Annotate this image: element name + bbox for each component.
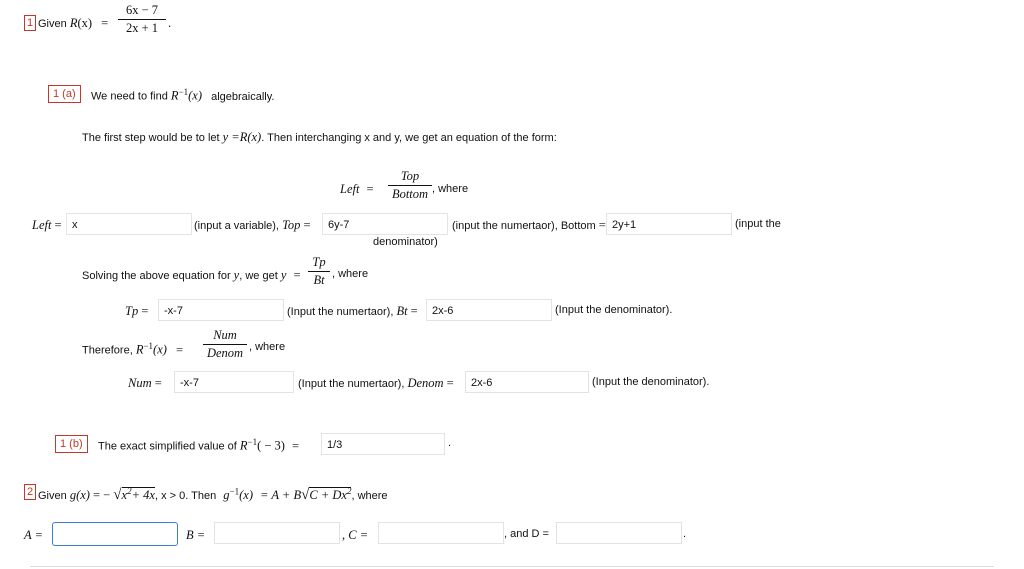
left-input-label: Left = xyxy=(32,218,62,232)
d-input[interactable] xyxy=(556,522,682,544)
q1b-period: . xyxy=(448,437,452,449)
bottom-input[interactable]: 2y+1 xyxy=(606,213,732,235)
bt-input[interactable]: 2x-6 xyxy=(426,299,552,321)
where-text-2: , where xyxy=(332,268,369,280)
top-bottom-fraction xyxy=(388,169,432,202)
a-label: A = xyxy=(24,528,43,542)
q1-period: . xyxy=(168,16,172,30)
d-label: , and D = xyxy=(504,528,549,540)
q1-numerator: 6x − 7 xyxy=(125,3,159,17)
therefore-text: Therefore, $R^{-1}(x)$ = xyxy=(82,341,184,357)
q2-given-text: Given g(x) = − $√x^2+ 4x$, x > 0. Then $g^{-1}(x) = A + B√C + Dx^2$, where xyxy=(38,486,388,504)
top-label: Top xyxy=(400,169,420,183)
tp-input-label: Tp = xyxy=(125,304,149,318)
hint-denominator-2: (Input the denominator). xyxy=(555,304,673,316)
bottom-label: Bottom xyxy=(391,187,429,201)
hint-numerator: (input the numertaor), Bottom = xyxy=(452,218,606,232)
question-number-1: 1 xyxy=(24,15,36,31)
q1-fraction xyxy=(118,3,166,36)
b-input[interactable] xyxy=(214,522,340,544)
left-input[interactable]: x xyxy=(66,213,192,235)
hint-numerator-3: (Input the numertaor), Denom = xyxy=(298,376,454,390)
where-text-3: , where xyxy=(249,341,286,353)
part-label-1b: 1 (b) xyxy=(55,435,88,453)
denom-input[interactable]: 2x-6 xyxy=(465,371,589,393)
q1-given-text: Given R(x) = xyxy=(38,16,109,30)
solving-text: Solving the above equation for y, we get y = xyxy=(82,268,301,282)
q1a-first-step: The first step would be to let y =R(x). Then interchanging x and y, we get an equation of the form: xyxy=(82,130,557,144)
q1a-intro: We need to find $R^{-1}(x)$ algebraically. xyxy=(91,87,275,103)
c-label: , C = xyxy=(342,528,369,542)
num-input[interactable]: -x-7 xyxy=(174,371,294,393)
where-text-1: , where xyxy=(432,183,469,195)
hint-denominator-3: (Input the denominator). xyxy=(592,376,710,388)
r-inverse-value-input[interactable]: 1/3 xyxy=(321,433,445,455)
left-eq-lhs: Left = xyxy=(340,182,374,196)
num-input-label: Num = xyxy=(128,376,162,390)
bottom-divider xyxy=(30,566,994,567)
q1b-text: The exact simplified value of $R^{-1}( - 3)$ = xyxy=(98,437,300,453)
hint-the: (input the xyxy=(735,218,781,230)
hint-denominator: denominator) xyxy=(373,236,438,248)
part-label-1a: 1 (a) xyxy=(48,85,81,103)
tp-bt-fraction: Tp Bt xyxy=(308,255,330,288)
question-number-2: 2 xyxy=(24,484,36,500)
top-input[interactable]: 6y-7 xyxy=(322,213,448,235)
num-denom-fraction: Num Denom xyxy=(203,328,247,361)
b-label: B = xyxy=(186,528,206,542)
q2-period: . xyxy=(683,528,687,540)
tp-input[interactable]: -x-7 xyxy=(158,299,284,321)
hint-numerator-2: (Input the numertaor), Bt = xyxy=(287,304,418,318)
a-input[interactable] xyxy=(52,522,178,546)
c-input[interactable] xyxy=(378,522,504,544)
q1-denominator: 2x + 1 xyxy=(125,21,159,35)
hint-variable: (input a variable), Top = xyxy=(194,218,311,232)
q1-func: R xyxy=(69,16,78,30)
